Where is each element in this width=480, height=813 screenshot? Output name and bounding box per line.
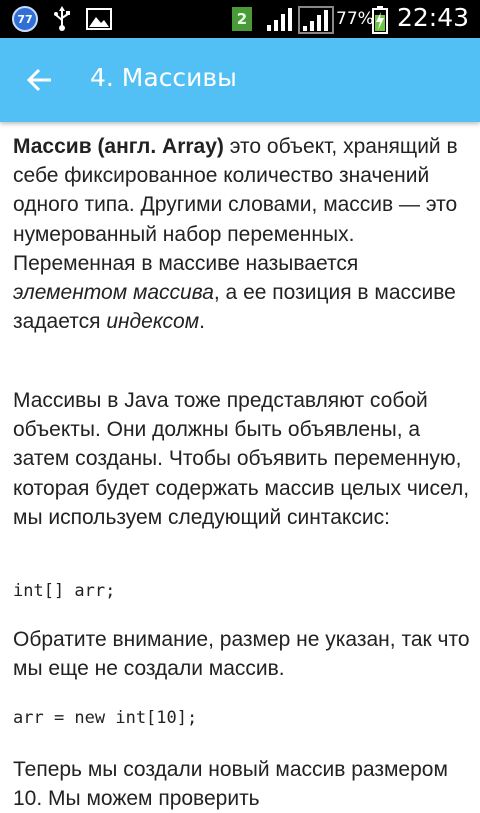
- sim-icon: 2: [232, 7, 252, 31]
- page-title: 4. Массивы: [90, 63, 237, 92]
- paragraph-1: [13, 132, 473, 336]
- paragraph-2: Массивы в Java тоже представляют собой объекты. Они должны быть объявлены, а затем созданы. Чтобы объявить переменную, которая будет содержать массив целых чисел, мы используем следующий синтаксис:: [13, 389, 470, 529]
- usb-icon: [52, 6, 72, 36]
- app-bar: [0, 38, 480, 122]
- arrow-back-icon: [26, 66, 54, 94]
- code-snippet-2: arr = new int[10];: [13, 708, 198, 728]
- signal-icon: [266, 6, 294, 36]
- signal-icon-2: [298, 6, 334, 38]
- p1-text-3: .: [199, 310, 205, 334]
- p1-text-2: , а ее позиция в массиве задается: [13, 281, 456, 334]
- status-bar: [0, 0, 480, 38]
- clock: 22:43: [397, 3, 470, 32]
- battery-percent: 77%: [336, 9, 374, 29]
- image-icon: [86, 8, 112, 34]
- p1-italic-1: элементом массива: [13, 281, 214, 305]
- term-bold: Массив (англ. Array): [13, 135, 224, 158]
- notification-badge-icon: 77: [12, 6, 38, 32]
- p1-italic-2: индексом: [106, 310, 200, 334]
- back-button[interactable]: [18, 58, 62, 102]
- code-snippet-1: int[] arr;: [13, 581, 116, 601]
- battery-charging-icon: [372, 6, 388, 38]
- p1-text-1: это объект, хранящий в себе фиксированное количество значений одного типа. Другими словами, массив — это нумерованный набор переменных. Переменная в массиве называется: [13, 135, 458, 275]
- paragraph-3: Обратите внимание, размер не указан, так что мы еще не создали массив.: [13, 628, 470, 681]
- paragraph-4: Теперь мы создали новый массив размером 10. Мы можем проверить: [13, 758, 448, 811]
